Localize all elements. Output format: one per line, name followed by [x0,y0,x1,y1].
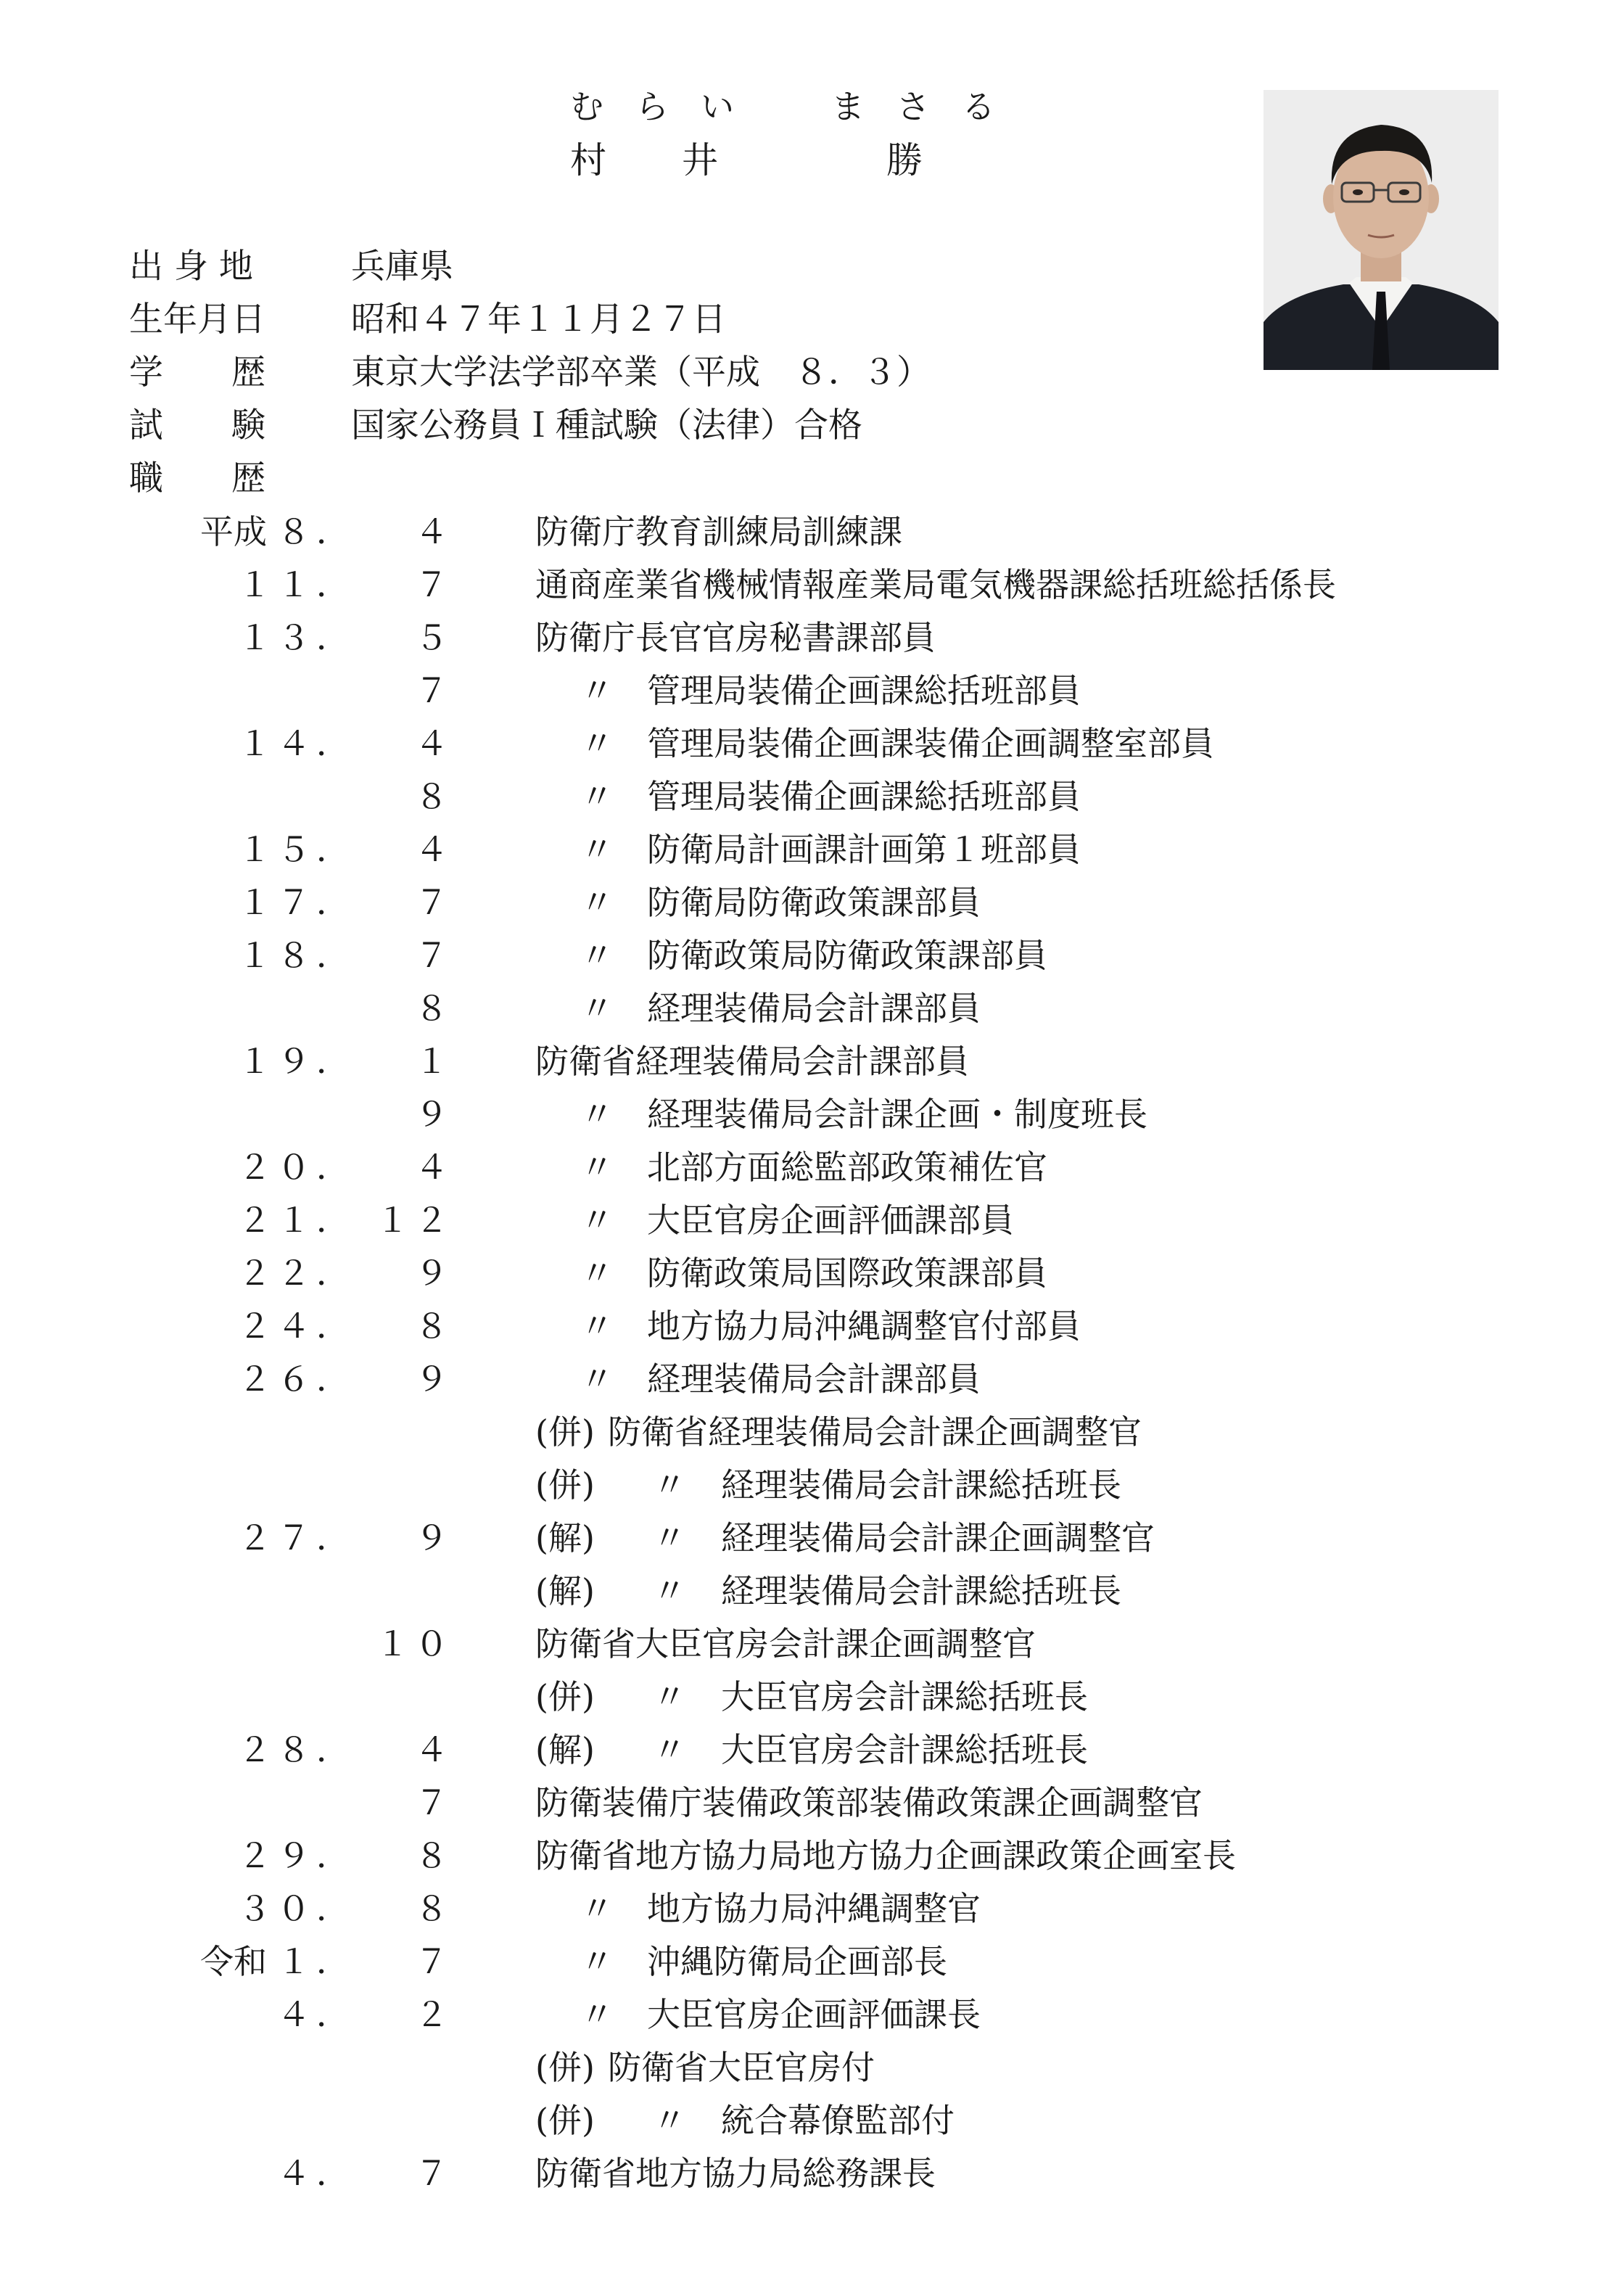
career-position: 防衛省大臣官房会計課企画調整官 [535,1624,1036,1663]
career-row [0,936,1624,991]
career-month: ８ [415,1836,454,1875]
career-row [0,2101,1624,2156]
career-row [0,989,1624,1044]
career-ditto: 〃 [580,1201,614,1240]
career-ditto: 〃 [653,1465,686,1505]
career-month: ９ [415,1518,454,1558]
career-row [0,1412,1624,1468]
career-position: 経理装備局会計課部員 [647,989,981,1028]
profile-label: 生年月日 [129,300,265,340]
career-ditto: 〃 [580,671,614,710]
career-row [0,1359,1624,1415]
career-row [0,1095,1624,1150]
career-ditto: 〃 [580,1359,614,1399]
career-row [0,1309,1624,1362]
career-row [0,1256,1624,1309]
career-position: 経理装備局会計課企画・制度班長 [647,1095,1147,1134]
career-mark: (併) [535,2048,595,2087]
career-ditto: 〃 [580,1889,614,1928]
career-mark: (併) [535,1412,595,1452]
career-year: １１． [238,565,355,604]
name-family-char-2: 井 [682,139,718,181]
name-family-char-1: 村 [570,139,606,181]
career-ditto: 〃 [580,777,614,816]
career-row [0,565,1624,620]
career-position: 経理装備局会計課総括班長 [721,1465,1121,1505]
career-row [0,1042,1624,1097]
career-row [0,1148,1624,1203]
career-ditto: 〃 [580,830,614,869]
career-row [0,1730,1624,1785]
career-row [0,1783,1624,1838]
career-month: ９ [415,1095,454,1134]
career-era: 平成 [200,512,267,551]
career-row [0,2048,1624,2103]
career-position: 管理局装備企画課総括班部員 [647,671,1081,710]
career-row [0,1203,1624,1256]
career-month: ５ [415,618,454,657]
career-position: 防衛省地方協力局地方協力企画課政策企画室長 [535,1836,1236,1875]
career-ditto: 〃 [653,2101,686,2140]
profile-label: 職 歴 [129,458,265,498]
career-ditto: 〃 [653,1518,686,1558]
career-row [0,1518,1624,1573]
profile-value: 兵庫県 [351,247,453,287]
career-ditto: 〃 [580,1095,614,1134]
career-row [0,1571,1624,1626]
career-month: ７ [415,936,454,975]
career-month: １２ [376,1201,454,1240]
career-position: 大臣官房企画評価課長 [647,1995,981,2034]
career-position: 地方協力局沖縄調整官付部員 [647,1307,1081,1346]
career-year: ２７． [238,1518,355,1558]
career-era: 令和 [200,1942,267,1981]
career-month: ４ [415,1148,454,1187]
career-mark: (併) [535,2101,595,2140]
career-position: 管理局装備企画課装備企画調整室部員 [647,724,1214,763]
profile-value: 国家公務員Ｉ種試験（法律）合格 [351,406,862,445]
career-position: 防衛局計画課計画第１班部員 [647,830,1081,869]
career-position: 経理装備局会計課総括班長 [721,1571,1121,1610]
career-month: １０ [376,1624,454,1663]
career-ditto: 〃 [580,1307,614,1346]
profile-label: 出 身 地 [129,247,253,287]
career-ditto: 〃 [580,724,614,763]
career-row [0,1624,1624,1679]
career-month: ２ [415,1995,454,2034]
career-row [0,830,1624,885]
career-position: 防衛局防衛政策課部員 [647,883,981,922]
career-month: ４ [415,724,454,763]
career-mark: (解) [535,1571,595,1610]
career-position: 防衛省地方協力局総務課長 [535,2154,936,2193]
career-ditto: 〃 [580,1942,614,1981]
career-position: 統合幕僚監部付 [721,2101,955,2140]
career-row [0,1995,1624,2050]
career-ditto: 〃 [580,883,614,922]
career-position: 大臣官房企画評価課部員 [647,1201,1014,1240]
career-year: １３． [238,618,355,657]
career-month: １ [415,1042,454,1081]
career-year: ２４． [238,1307,355,1346]
career-ditto: 〃 [580,936,614,975]
career-row [0,1677,1624,1732]
portrait-photo [1264,90,1499,370]
career-row [0,1942,1624,1997]
career-year: ２０． [238,1148,355,1187]
name-kana-given: まさる [831,87,1027,126]
career-row [0,671,1624,726]
career-ditto: 〃 [580,1148,614,1187]
career-position: 防衛装備庁装備政策部装備政策課企画調整官 [535,1783,1203,1822]
career-mark: (併) [535,1465,595,1505]
career-row [0,777,1624,832]
career-row [0,883,1624,938]
career-row [0,1836,1624,1891]
career-position: 防衛庁教育訓練局訓練課 [535,512,902,551]
career-month: ４ [415,830,454,869]
career-position: 防衛省経理装備局会計課部員 [535,1042,969,1081]
career-month: ７ [415,1783,454,1822]
career-position: 防衛省大臣官房付 [608,2048,875,2087]
career-month: ８ [415,989,454,1028]
career-year: １． [277,1942,355,1981]
career-month: ７ [415,2154,454,2193]
career-year: ３０． [238,1889,355,1928]
career-mark: (併) [535,1677,595,1716]
career-year: １４． [238,724,355,763]
career-position: 北部方面総監部政策補佐官 [647,1148,1047,1187]
career-row [0,1465,1624,1521]
career-month: ７ [415,565,454,604]
career-month: ７ [415,671,454,710]
career-year: １９． [238,1042,355,1081]
career-year: １８． [238,936,355,975]
career-position: 大臣官房会計課総括班長 [721,1730,1088,1769]
career-year: ２８． [238,1730,355,1769]
career-position: 大臣官房会計課総括班長 [721,1677,1088,1716]
career-position: 防衛省経理装備局会計課企画調整官 [608,1412,1142,1452]
career-year: ４． [277,2154,355,2193]
career-row [0,2154,1624,2209]
career-row [0,618,1624,673]
career-position: 地方協力局沖縄調整官 [647,1889,981,1928]
career-ditto: 〃 [653,1571,686,1610]
career-ditto: 〃 [653,1677,686,1716]
career-year: ２６． [238,1359,355,1399]
career-ditto: 〃 [580,989,614,1028]
career-year: １７． [238,883,355,922]
career-position: 沖縄防衛局企画部長 [647,1942,947,1981]
career-mark: (解) [535,1518,595,1558]
career-month: ８ [415,1307,454,1346]
career-position: 防衛政策局防衛政策課部員 [647,936,1047,975]
career-position: 経理装備局会計課企画調整官 [721,1518,1155,1558]
career-year: ４． [277,1995,355,2034]
profile-label: 試 験 [129,406,265,445]
career-position: 防衛政策局国際政策課部員 [647,1254,1047,1293]
career-month: ４ [415,1730,454,1769]
career-year: １５． [238,830,355,869]
career-position: 通商産業省機械情報産業局電気機器課総括班総括係長 [535,565,1336,604]
career-row [0,512,1624,567]
portrait-figure [1264,90,1499,370]
career-year: ２２． [238,1254,355,1293]
career-month: ７ [415,883,454,922]
profile-value: 東京大学法学部卒業（平成 ８．３） [351,353,931,392]
profile-value: 昭和４７年１１月２７日 [351,300,726,340]
career-year: ２１． [238,1201,355,1240]
career-month: ８ [415,1889,454,1928]
career-month: ９ [415,1359,454,1399]
career-year: ８． [277,512,355,551]
career-position: 経理装備局会計課部員 [647,1359,981,1399]
career-month: ７ [415,1942,454,1981]
career-ditto: 〃 [580,1254,614,1293]
career-month: ４ [415,512,454,551]
career-row [0,1889,1624,1944]
career-month: ８ [415,777,454,816]
profile-label: 学 歴 [129,353,265,392]
career-position: 管理局装備企画課総括班部員 [647,777,1081,816]
name-given-char: 勝 [886,139,923,181]
name-kana-family: むらい [570,87,766,126]
career-ditto: 〃 [580,1995,614,2034]
career-position: 防衛庁長官官房秘書課部員 [535,618,936,657]
career-mark: (解) [535,1730,595,1769]
career-month: ９ [415,1254,454,1293]
career-year: ２９． [238,1836,355,1875]
career-row [0,724,1624,779]
career-ditto: 〃 [653,1730,686,1769]
